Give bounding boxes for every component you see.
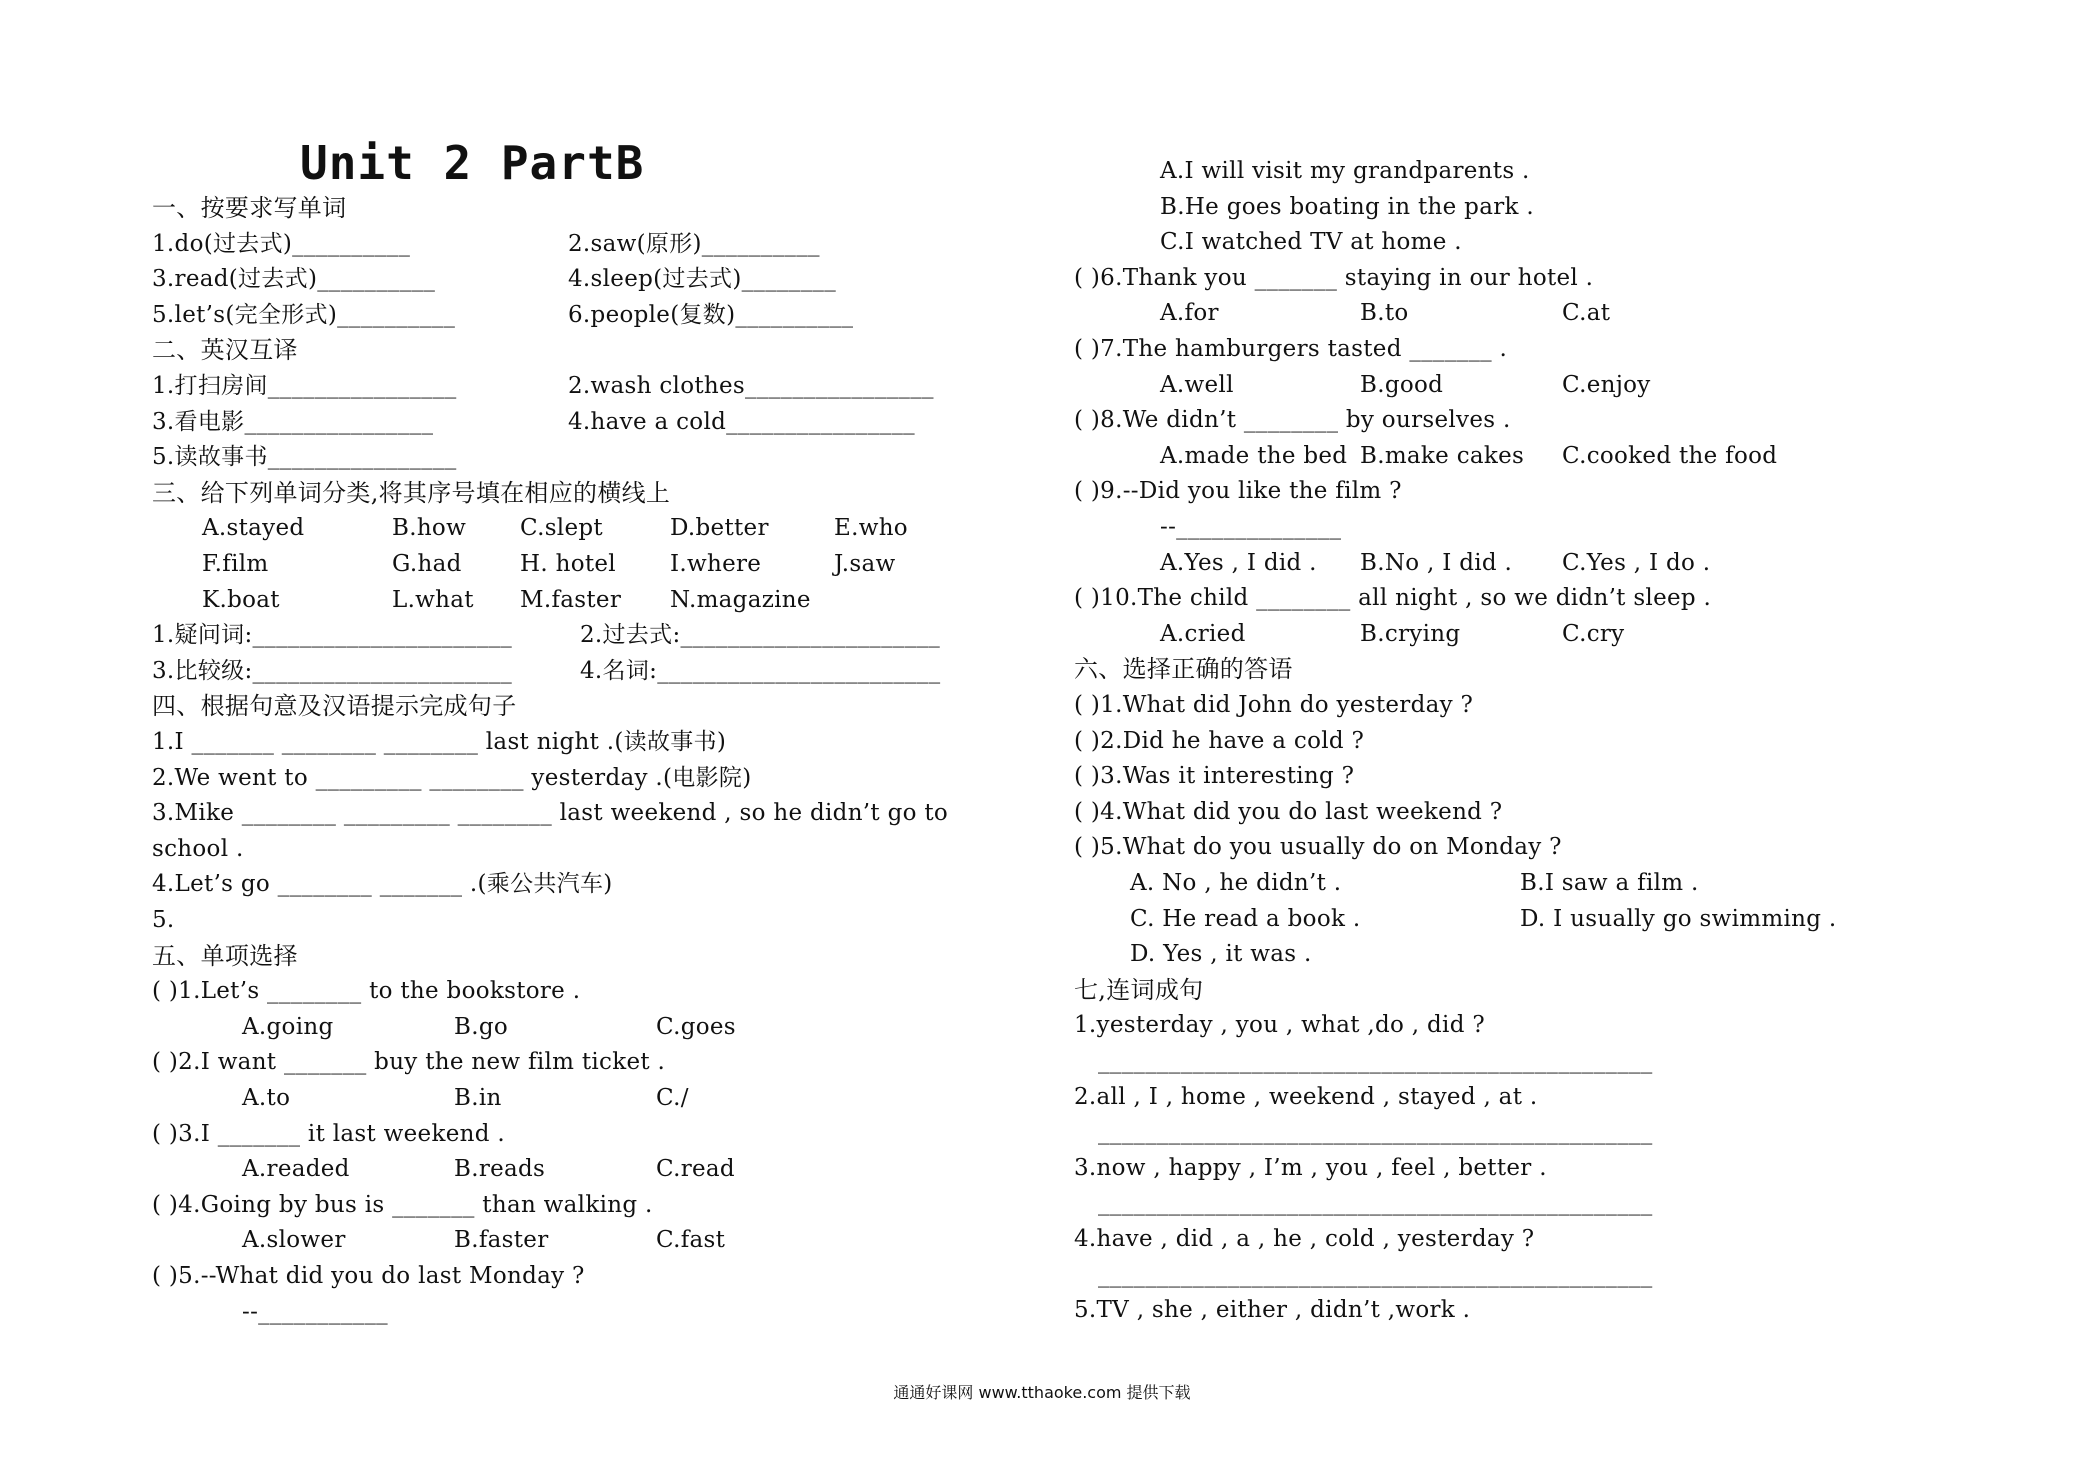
match-question: ( )1.What did John do yesterday ? <box>1074 692 1474 718</box>
word-option: K.boat <box>202 586 280 613</box>
match-question: ( )3.Was it interesting ? <box>1074 763 1355 790</box>
match-question: ( )4.What did you do last weekend ? <box>1074 798 1503 825</box>
choice-option: C.Yes , I do . <box>1562 549 1711 576</box>
choice-question: ( )1.Let’s ________ to the bookstore . <box>152 978 581 1005</box>
translate-task: 3.看电影________________ <box>152 408 434 435</box>
choice-option: C./ <box>656 1085 689 1111</box>
choice-option: A.I will visit my grandparents . <box>1160 158 1530 184</box>
choice-option: A.readed <box>242 1156 350 1183</box>
word-option: G.had <box>392 551 462 577</box>
answer-line: _______________________________________________ <box>1098 1261 1653 1288</box>
word-task: 4.sleep(过去式)________ <box>568 266 836 293</box>
answer-line: _______________________________________________ <box>1098 1048 1653 1074</box>
choice-question: ( )2.I want _______ buy the new film ticket . <box>152 1049 666 1076</box>
choice-option: A.well <box>1160 371 1234 398</box>
choice-option: A.for <box>1160 300 1219 327</box>
match-answer: B.I saw a film . <box>1520 870 1699 896</box>
section-heading: 一、按要求写单词 <box>152 194 347 222</box>
footer-credit: 通通好课网 www.tthaoke.com 提供下载 <box>893 1383 1191 1402</box>
sentence-task: 4.Let’s go ________ _______ .(乘公共汽车) <box>152 871 613 898</box>
choice-option: C.cry <box>1562 620 1625 647</box>
choice-option: B.to <box>1360 300 1409 327</box>
choice-question: ( )6.Thank you _______ staying in our hotel . <box>1074 264 1594 291</box>
word-option: C.slept <box>520 515 603 542</box>
choice-option: A.Yes , I did . <box>1160 549 1317 576</box>
match-answer: D. I usually go swimming . <box>1520 905 1837 932</box>
choice-option: B.good <box>1360 371 1444 398</box>
translate-task: 5.读故事书________________ <box>152 444 457 471</box>
choice-option: B.make cakes <box>1360 442 1525 469</box>
choice-question: ( )9.--Did you like the film ? <box>1074 478 1402 505</box>
word-option: L.what <box>392 586 474 613</box>
choice-option: C.read <box>656 1156 735 1183</box>
choice-option: C.cooked the food <box>1562 442 1778 469</box>
page-title: Unit 2 PartB <box>300 136 645 190</box>
sentence-task: 5. <box>152 907 175 933</box>
answer-line: _______________________________________________ <box>1098 1190 1653 1217</box>
choice-option: C.enjoy <box>1562 371 1651 398</box>
answer-line: _______________________________________________ <box>1098 1119 1653 1146</box>
choice-option: C.fast <box>656 1227 726 1254</box>
choice-option: B.faster <box>454 1227 549 1254</box>
section-heading: 七,连词成句 <box>1074 975 1204 1004</box>
choice-option: C.at <box>1562 300 1611 327</box>
match-answer: D. Yes , it was . <box>1130 941 1312 968</box>
scramble-task: 5.TV , she , either , didn’t ,work . <box>1074 1297 1471 1324</box>
translate-task: 2.wash clothes________________ <box>568 373 934 399</box>
match-answer: C. He read a book . <box>1130 905 1361 932</box>
scramble-task: 1.yesterday , you , what ,do , did ? <box>1074 1012 1485 1039</box>
section-heading: 五、单项选择 <box>152 941 298 970</box>
choice-option: A.cried <box>1160 620 1246 647</box>
word-option: N.magazine <box>670 586 811 613</box>
choice-option: C.I watched TV at home . <box>1160 229 1462 256</box>
category-blank: 3.比较级:______________________ <box>152 657 513 684</box>
scramble-task: 4.have , did , a , he , cold , yesterday ? <box>1074 1226 1535 1252</box>
answer-blank: --___________ <box>242 1298 388 1325</box>
sentence-task: 3.Mike ________ _________ ________ last weekend , so he didn’t go to <box>152 800 949 827</box>
word-option: H. hotel <box>520 551 616 577</box>
choice-question: ( )8.We didn’t ________ by ourselves . <box>1074 407 1511 434</box>
choice-option: B.No , I did . <box>1360 549 1513 576</box>
translate-task: 1.打扫房间________________ <box>152 373 457 399</box>
section-heading: 三、给下列单词分类,将其序号填在相应的横线上 <box>152 478 671 507</box>
translate-task: 4.have a cold________________ <box>568 408 915 435</box>
word-task: 1.do(过去式)__________ <box>152 230 411 257</box>
match-question: ( )5.What do you usually do on Monday ? <box>1074 834 1562 861</box>
choice-option: A.slower <box>242 1227 346 1254</box>
scramble-task: 3.now , happy , I’m , you , feel , better . <box>1074 1154 1547 1181</box>
word-option: D.better <box>670 515 769 542</box>
section-heading: 四、根据句意及汉语提示完成句子 <box>152 692 517 721</box>
choice-option: B.in <box>454 1085 502 1111</box>
match-answer: A. No , he didn’t . <box>1130 870 1342 896</box>
word-option: M.faster <box>520 586 622 613</box>
choice-option: B.reads <box>454 1156 546 1183</box>
choice-option: C.goes <box>656 1013 736 1040</box>
choice-question: ( )4.Going by bus is _______ than walking . <box>152 1191 653 1218</box>
word-option: I.where <box>670 551 762 577</box>
word-task: 2.saw(原形)__________ <box>568 230 820 257</box>
choice-question: ( )7.The hamburgers tasted _______ . <box>1074 336 1508 362</box>
sentence-task: school . <box>152 835 244 862</box>
choice-option: B.go <box>454 1013 508 1040</box>
category-blank: 2.过去式:______________________ <box>580 622 941 649</box>
word-task: 6.people(复数)__________ <box>568 301 854 328</box>
answer-blank: --______________ <box>1160 514 1342 540</box>
sentence-task: 2.We went to _________ ________ yesterday .(电影院) <box>152 764 752 791</box>
word-option: A.stayed <box>202 515 305 542</box>
choice-option: B.He goes boating in the park . <box>1160 193 1534 220</box>
scramble-task: 2.all , I , home , weekend , stayed , at . <box>1074 1083 1538 1110</box>
choice-option: B.crying <box>1360 620 1461 647</box>
word-option: B.how <box>392 515 467 542</box>
match-question: ( )2.Did he have a cold ? <box>1074 727 1365 754</box>
choice-option: A.to <box>242 1085 291 1111</box>
choice-option: A.made the bed <box>1160 442 1348 469</box>
section-heading: 六、选择正确的答语 <box>1074 655 1293 684</box>
word-option: F.film <box>202 551 269 577</box>
choice-question: ( )10.The child ________ all night , so we didn’t sleep . <box>1074 585 1712 612</box>
word-option: E.who <box>834 515 908 542</box>
word-task: 5.let’s(完全形式)__________ <box>152 301 456 328</box>
sentence-task: 1.I _______ ________ ________ last night .(读故事书) <box>152 729 727 755</box>
choice-option: A.going <box>242 1013 334 1040</box>
choice-question: ( )5.--What did you do last Monday ? <box>152 1263 585 1289</box>
choice-question: ( )3.I _______ it last weekend . <box>152 1120 505 1147</box>
category-blank: 4.名词:________________________ <box>580 657 941 684</box>
word-task: 3.read(过去式)__________ <box>152 266 436 293</box>
category-blank: 1.疑问词:______________________ <box>152 622 513 649</box>
section-heading: 二、英汉互译 <box>152 336 298 365</box>
word-option: J.saw <box>834 551 896 577</box>
